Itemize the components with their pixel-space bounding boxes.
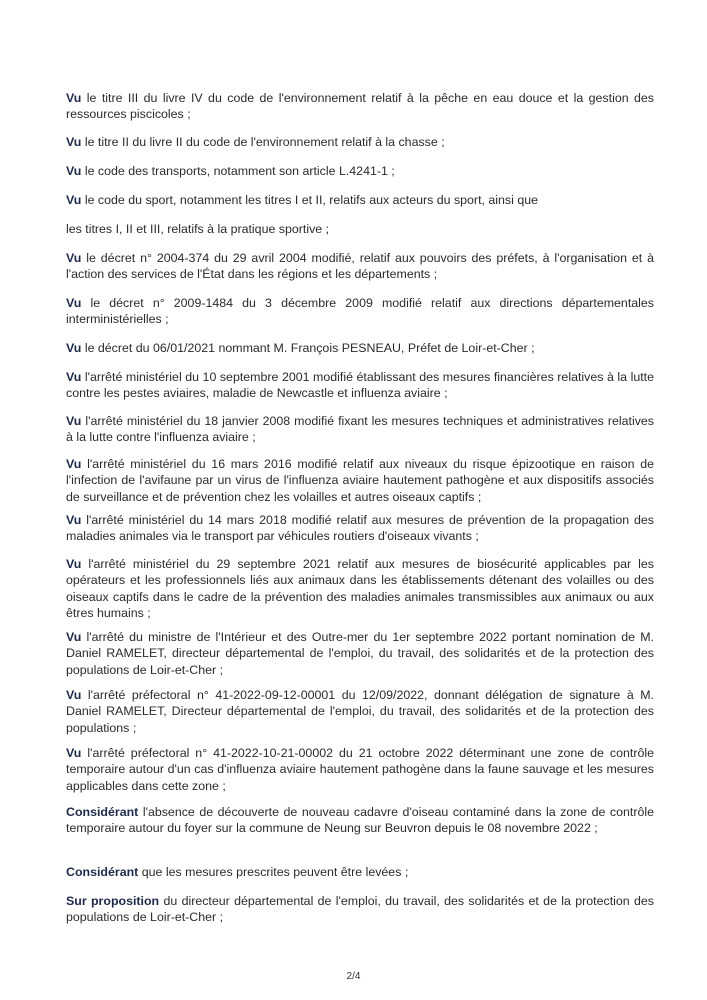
paragraph-text: l'arrêté ministériel du 29 septembre 2021 relatif aux mesures de biosécurité applicables par les opérateurs et les professionnels liés aux animaux dans les établissements détenant des volailles ou des oiseaux captifs dans le cadre de la prévention des maladies animales transmissibles aux animaux ou aux êtres humains ; — [66, 557, 654, 620]
paragraph-text: le code des transports, notamment son article L.4241-1 ; — [81, 164, 395, 178]
keyword: Vu — [66, 91, 82, 105]
paragraph-text: l'absence de découverte de nouveau cadavre d'oiseau contaminé dans la zone de contrôle temporaire autour du foyer sur la commune de Neung sur Beuvron depuis le 08 novembre 2022 ; — [66, 805, 654, 836]
paragraph-vu-arrete-2008 — [66, 413, 654, 446]
keyword: Vu — [66, 251, 82, 265]
keyword: Vu — [66, 135, 82, 149]
paragraph-text: le décret du 06/01/2021 nommant M. François PESNEAU, Préfet de Loir-et-Cher ; — [81, 341, 535, 355]
paragraph-vu-sport — [66, 192, 654, 208]
paragraph-text: le code du sport, notamment les titres I et II, relatifs aux acteurs du sport, ainsi que — [81, 193, 538, 207]
keyword: Vu — [66, 457, 82, 471]
page-number: 2/4 — [346, 971, 361, 982]
paragraph-text: l'arrêté ministériel du 10 septembre 2001 modifié établissant des mesures financières relatives à la lutte contre les pestes aviaires, maladie de Newcastle et influenza aviaire ; — [66, 370, 654, 401]
paragraph-text: que les mesures prescrites peuvent être levées ; — [138, 865, 409, 879]
paragraph-text: l'arrêté préfectoral n° 41-2022-09-12-00001 du 12/09/2022, donnant délégation de signature à M. Daniel RAMELET, Directeur départemental de l'emploi, du travail, des solidarités et de la protection des populations ; — [66, 688, 654, 735]
keyword: Vu — [66, 513, 82, 527]
paragraph-vu-arrete-2001 — [66, 369, 654, 402]
paragraph-vu-arrete-2021 — [66, 556, 654, 621]
keyword: Vu — [66, 630, 82, 644]
paragraph-text: les titres I, II et III, relatifs à la pratique sportive ; — [66, 222, 330, 236]
paragraph-vu-decret-2004 — [66, 250, 654, 283]
keyword: Vu — [66, 164, 82, 178]
paragraph-text: l'arrêté du ministre de l'Intérieur et des Outre-mer du 1er septembre 2022 portant nomination de M. Daniel RAMELET, directeur départemental de l'emploi, du travail, des solidarités et de la protection des populations de Loir-et-Cher ; — [66, 630, 654, 677]
keyword: Sur proposition — [66, 894, 160, 908]
paragraph-text: l'arrêté préfectoral n° 41-2022-10-21-00002 du 21 octobre 2022 déterminant une zone de contrôle temporaire autour d'un cas d'influenza aviaire hautement pathogène dans la faune sauvage et les mesures applicables dans cette zone ; — [66, 746, 654, 793]
paragraph-text: le décret n° 2004-374 du 29 avril 2004 modifié, relatif aux pouvoirs des préfets, à l'organisation et à l'action des services de l'État dans les régions et les départements ; — [66, 251, 654, 282]
keyword: Considérant — [66, 865, 139, 879]
paragraph-text: le décret n° 2009-1484 du 3 décembre 2009 modifié relatif aux directions départementales interministérielles ; — [66, 296, 654, 327]
paragraph-text: l'arrêté ministériel du 18 janvier 2008 modifié fixant les mesures techniques et administratives relatives à la lutte contre l'influenza aviaire ; — [66, 414, 654, 445]
paragraph-text: le titre III du livre IV du code de l'environnement relatif à la pêche en eau douce et la gestion des ressources piscicoles ; — [66, 91, 654, 122]
paragraph-text: l'arrêté ministériel du 16 mars 2016 modifié relatif aux niveaux du risque épizootique en raison de l'infection de l'avifaune par un virus de l'influenza aviaire hautement pathogène et aux dispositifs associés de surveillance et de prévention chez les volailles et autres oiseaux captifs ; — [66, 457, 654, 504]
paragraph-vu-decret-2021 — [66, 340, 654, 356]
paragraph-text: l'arrêté ministériel du 14 mars 2018 modifié relatif aux mesures de prévention de la propagation des maladies animales via le transport par véhicules routiers d'oiseaux vivants ; — [66, 513, 654, 544]
paragraph-vu-arrete-2016 — [66, 456, 654, 505]
keyword: Vu — [66, 688, 82, 702]
keyword: Vu — [66, 414, 82, 428]
paragraph-text: le titre II du livre II du code de l'environnement relatif à la chasse ; — [81, 135, 445, 149]
keyword: Vu — [66, 746, 82, 760]
keyword: Vu — [66, 370, 82, 384]
paragraph-vu-chasse — [66, 134, 654, 150]
paragraph-vu-decret-2009 — [66, 295, 654, 328]
keyword: Considérant — [66, 805, 139, 819]
keyword: Vu — [66, 193, 82, 207]
paragraph-vu-transports — [66, 163, 654, 179]
paragraph-sur-proposition — [66, 893, 654, 926]
paragraph-considerant-absence — [66, 804, 654, 837]
keyword: Vu — [66, 557, 82, 571]
paragraph-considerant-levees — [66, 864, 654, 880]
paragraph-sport-titres — [66, 221, 654, 237]
paragraph-vu-arrete-2018 — [66, 512, 654, 545]
keyword: Vu — [66, 341, 82, 355]
paragraph-vu-arrete-nomination — [66, 629, 654, 678]
paragraph-vu-peche — [66, 90, 654, 123]
keyword: Vu — [66, 296, 82, 310]
paragraph-vu-arrete-zone — [66, 745, 654, 794]
paragraph-text: du directeur départemental de l'emploi, du travail, des solidarités et de la protection des populations de Loir-et-Cher ; — [66, 894, 654, 925]
paragraph-vu-arrete-delegation — [66, 687, 654, 736]
